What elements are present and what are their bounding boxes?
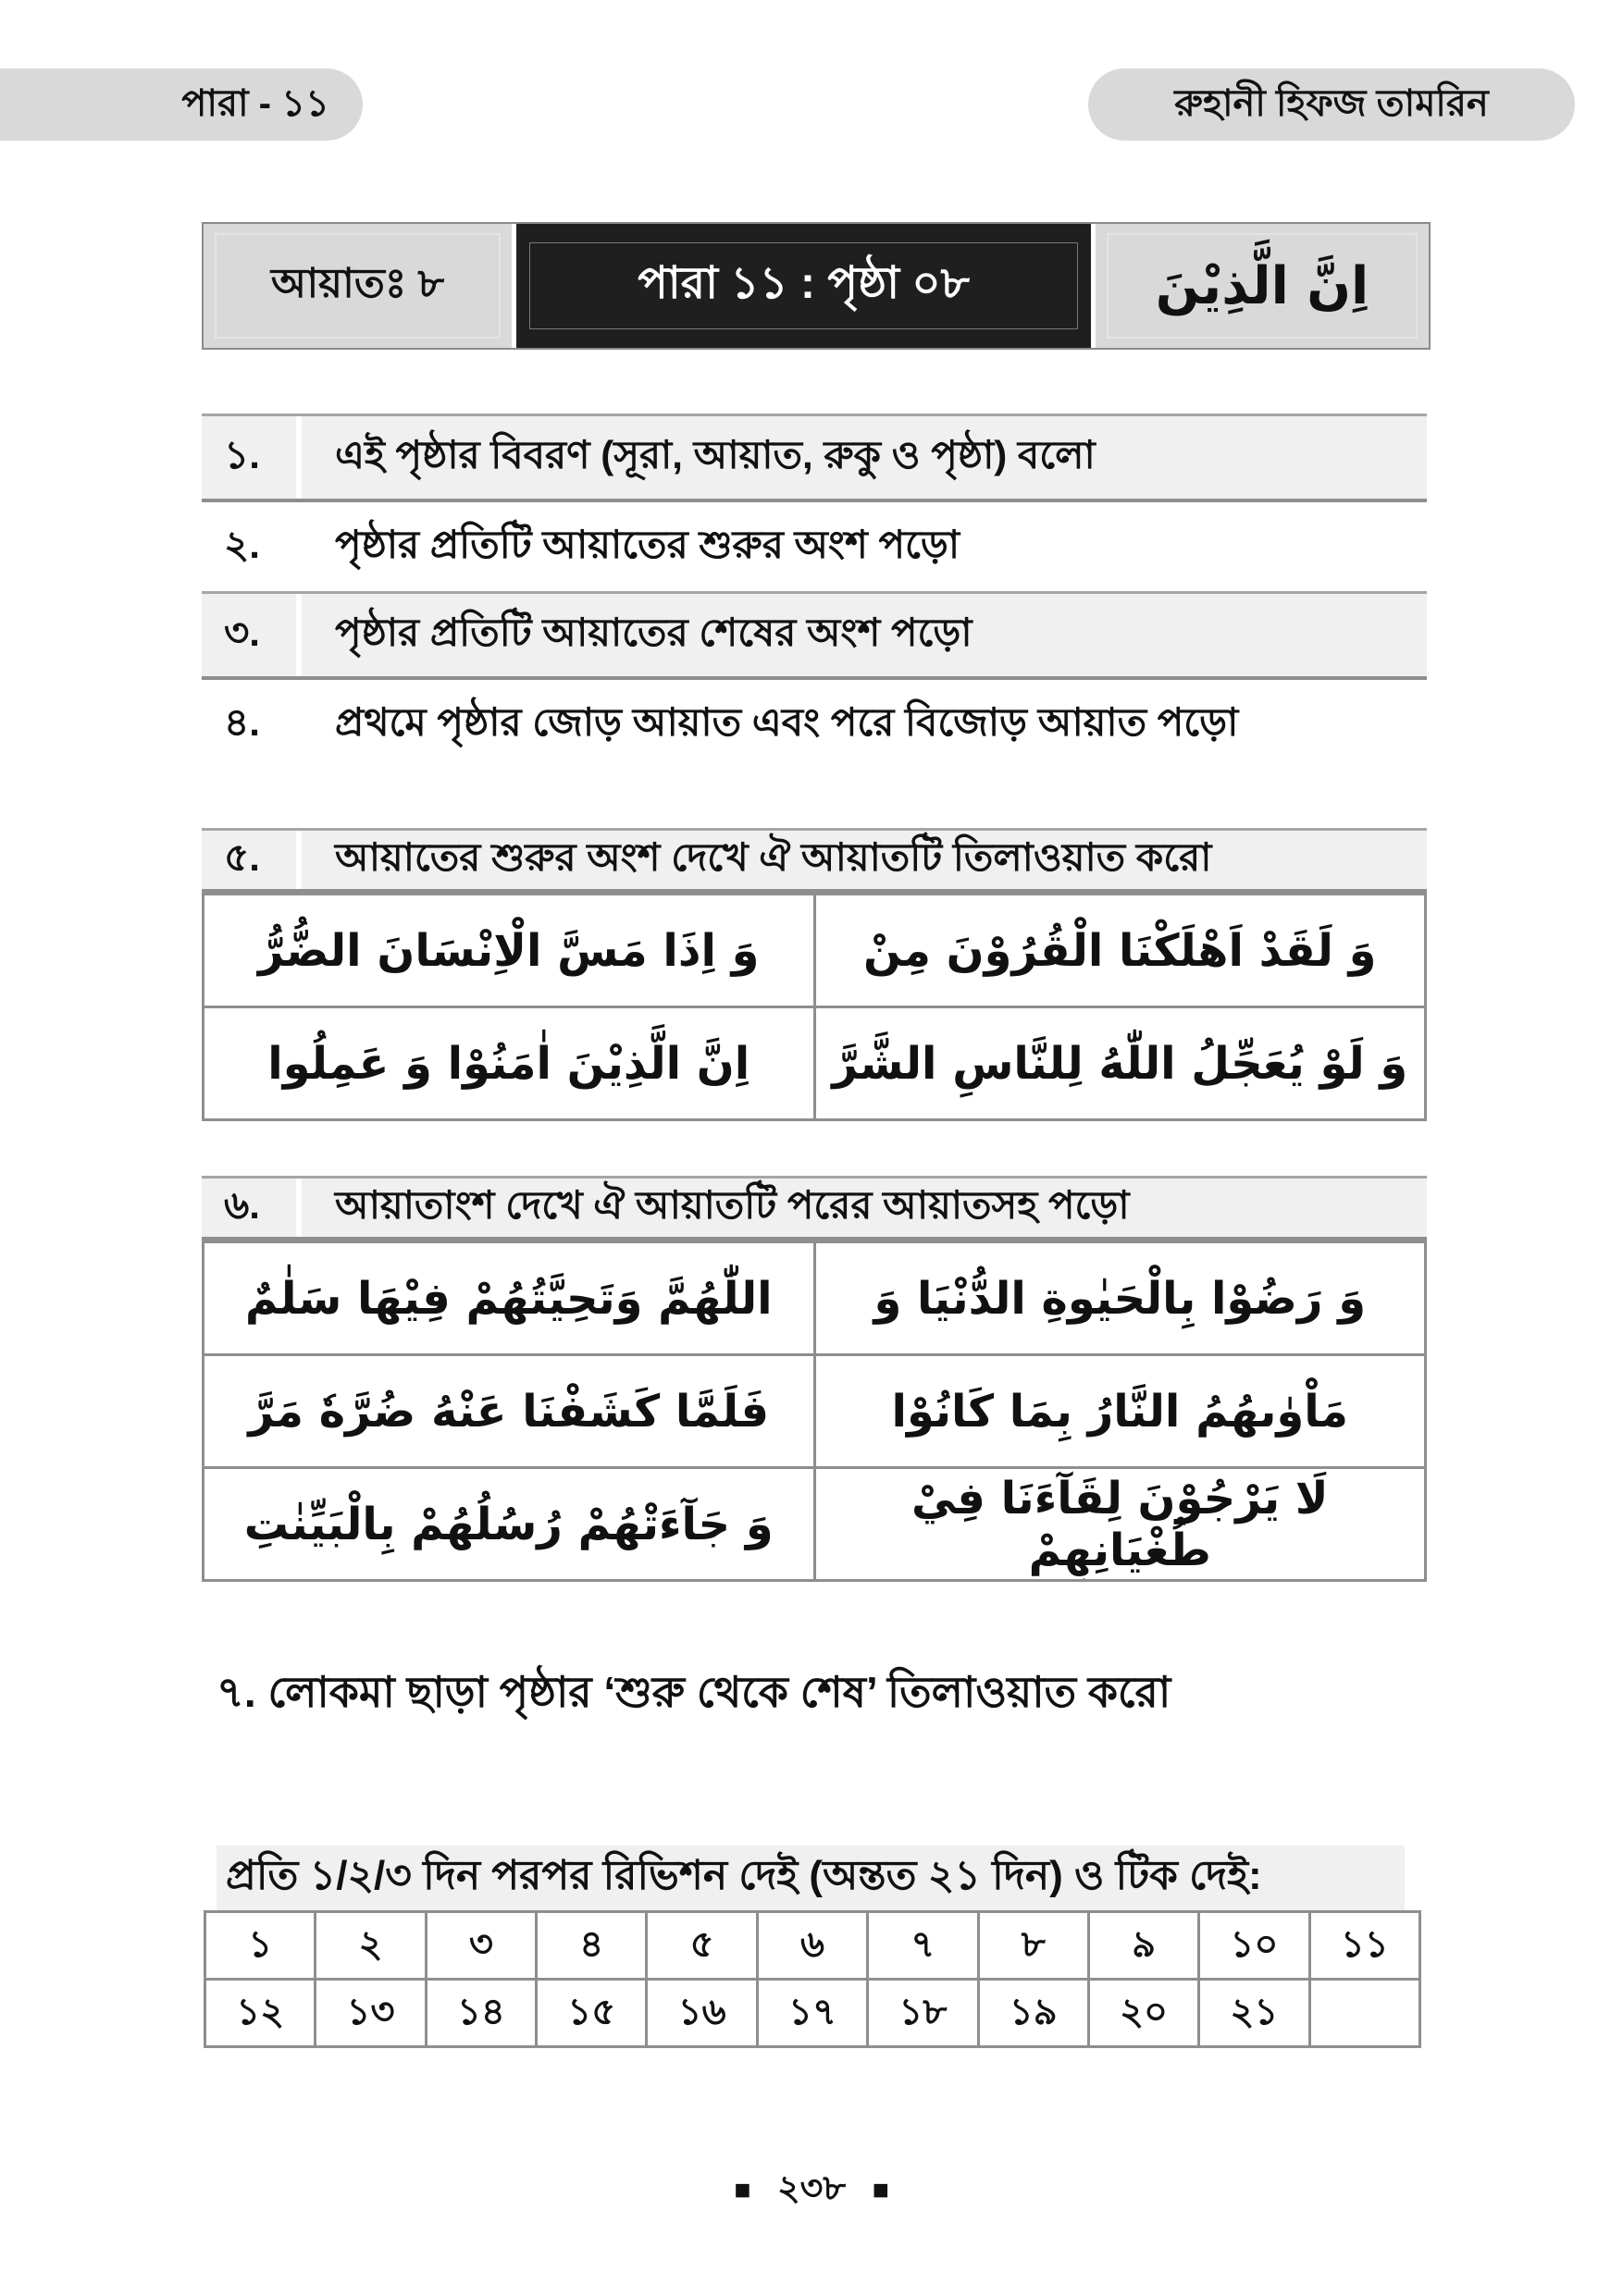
table-row <box>204 1468 1426 1581</box>
footer-square-icon: ■ <box>734 2174 751 2205</box>
revision-day-cell[interactable]: ১ <box>205 1912 316 1980</box>
ayah-cell: وَ رَضُوْا بِالْحَيٰوةِ الدُّنْيَا وَ <box>814 1242 1426 1355</box>
table-row <box>204 1242 1426 1355</box>
revision-day-cell[interactable]: ১২ <box>205 1980 316 2047</box>
para-number-pill: পারা - ১১ <box>0 68 363 141</box>
revision-day-cell[interactable]: ৭ <box>868 1912 978 1980</box>
exercise6-title: আয়াতাংশ দেখে ঐ আয়াতটি পরের আয়াতসহ পড়ো <box>335 1183 1130 1227</box>
exercise6-heading <box>202 1176 1427 1241</box>
step-row-3 <box>202 591 1427 680</box>
revision-day-cell[interactable]: ১৫ <box>537 1980 647 2047</box>
revision-day-cell[interactable]: ৮ <box>978 1912 1088 1980</box>
table-row <box>205 1980 1420 2047</box>
revision-day-cell[interactable] <box>1309 1980 1419 2047</box>
table-row <box>205 1912 1420 1980</box>
step-text: এই পৃষ্ঠার বিবরণ (সূরা, আয়াত, রুকু ও পৃষ্ঠা) বলো <box>335 433 1096 476</box>
revision-day-cell[interactable]: ১৩ <box>316 1980 426 2047</box>
revision-day-cell[interactable]: ১৮ <box>868 1980 978 2047</box>
ayah-cell: اِنَّ الَّذِيْنَ اٰمَنُوْا وَ عَمِلُوا <box>204 1007 815 1120</box>
revision-day-cell[interactable]: ৪ <box>537 1912 647 1980</box>
table-row <box>204 1355 1426 1468</box>
instruction-list <box>202 414 1427 769</box>
step-number: ৪. <box>224 699 260 744</box>
step-number: ৫. <box>224 835 260 879</box>
step-text: পৃষ্ঠার প্রতিটি আয়াতের শুরুর অংশ পড়ো <box>335 522 960 566</box>
revision-day-cell[interactable]: ১৭ <box>757 1980 867 2047</box>
revision-day-cell[interactable]: ২১ <box>1199 1980 1309 2047</box>
ayat-count-label: আয়াতঃ ৮ <box>204 224 512 348</box>
step-number: ৬. <box>224 1183 260 1227</box>
revision-day-cell[interactable]: ৯ <box>1088 1912 1198 1980</box>
ayah-cell: لَا يَرْجُوْنَ لِقَآءَنَا فِيْ طُغْيَانِهِمْ <box>814 1468 1426 1581</box>
revision-heading: প্রতি ১/২/৩ দিন পরপর রিভিশন দেই (অন্তত ২১ দিন) ও টিক দেই: <box>217 1845 1405 1910</box>
revision-day-cell[interactable]: ২০ <box>1088 1980 1198 2047</box>
revision-tick-table <box>204 1910 1421 2048</box>
page-info-bar <box>202 222 1431 350</box>
ayah-cell: وَ اِذَا مَسَّ الْاِنْسَانَ الضُّرُّ <box>204 895 815 1007</box>
revision-day-cell[interactable]: ১৬ <box>647 1980 757 2047</box>
revision-day-cell[interactable]: ৬ <box>757 1912 867 1980</box>
exercise5-ayah-table <box>202 893 1427 1121</box>
step-row-1 <box>202 414 1427 502</box>
revision-day-cell[interactable]: ১১ <box>1309 1912 1419 1980</box>
page-number: ২৩৮ <box>776 2169 847 2208</box>
revision-day-cell[interactable]: ৫ <box>647 1912 757 1980</box>
step7-text: ৭. লোকমা ছাড়া পৃষ্ঠার ‘শুরু থেকে শেষ’ তিলাওয়াত করো <box>217 1668 1171 1716</box>
step-row-4 <box>202 680 1427 769</box>
step-text: প্রথমে পৃষ্ঠার জোড় আয়াত এবং পরে বিজোড় আয়াত পড়ো <box>335 699 1239 744</box>
exercise5-title: আয়াতের শুরুর অংশ দেখে ঐ আয়াতটি তিলাওয়াত করো <box>335 835 1212 879</box>
ayah-cell: وَ لَوْ يُعَجِّلُ اللّٰهُ لِلنَّاسِ الشَّرَّ <box>814 1007 1426 1120</box>
step-number: ৩. <box>224 611 260 654</box>
step-row-2 <box>202 502 1427 591</box>
para-page-label: পারা ১১ : পৃষ্ঠা ০৮ <box>516 224 1091 348</box>
arabic-page-title: اِنَّ الَّذِيْنَ <box>1096 224 1429 348</box>
book-title-pill: রুহানী হিফজ তামরিন <box>1088 68 1575 141</box>
ayah-cell: وَ لَقَدْ اَهْلَكْنَا الْقُرُوْنَ مِنْ <box>814 895 1426 1007</box>
step-text: পৃষ্ঠার প্রতিটি আয়াতের শেষের অংশ পড়ো <box>335 611 973 654</box>
revision-day-cell[interactable]: ১৪ <box>426 1980 536 2047</box>
page-footer <box>0 2161 1623 2220</box>
revision-day-cell[interactable]: ১৯ <box>978 1980 1088 2047</box>
revision-day-cell[interactable]: ১০ <box>1199 1912 1309 1980</box>
ayah-cell: اللّٰهُمَّ وَتَحِيَّتُهُمْ فِيْهَا سَلٰمٌ <box>204 1242 815 1355</box>
footer-square-icon: ■ <box>872 2174 889 2205</box>
ayah-cell: مَاْوٰىهُمُ النَّارُ بِمَا كَانُوْا <box>814 1355 1426 1468</box>
revision-day-cell[interactable]: ৩ <box>426 1912 536 1980</box>
ayah-cell: وَ جَآءَتْهُمْ رُسُلُهُمْ بِالْبَيِّنٰتِ <box>204 1468 815 1581</box>
step-number: ১. <box>224 433 260 476</box>
step-number: ২. <box>224 522 260 566</box>
exercise5-heading <box>202 828 1427 893</box>
table-row <box>204 1007 1426 1120</box>
ayah-cell: فَلَمَّا كَشَفْنَا عَنْهُ ضُرَّهٗ مَرَّ <box>204 1355 815 1468</box>
table-row <box>204 895 1426 1007</box>
revision-day-cell[interactable]: ২ <box>316 1912 426 1980</box>
exercise6-ayah-table <box>202 1241 1427 1582</box>
